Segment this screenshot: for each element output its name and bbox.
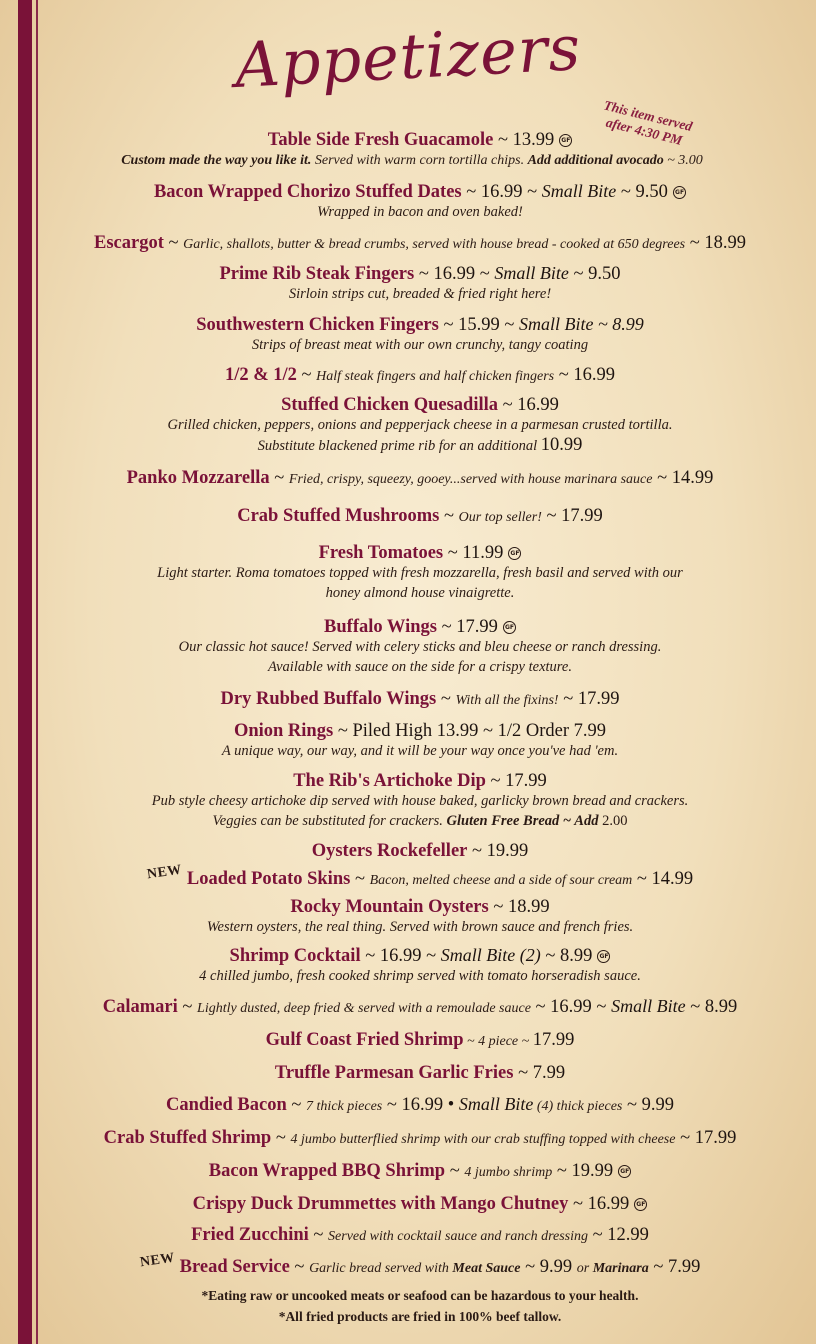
item-price: ~ 14.99	[652, 468, 714, 488]
item-name: Prime Rib Steak Fingers	[219, 264, 415, 284]
item-description: Our top seller!	[458, 510, 542, 525]
item-name: Bacon Wrapped BBQ Shrimp	[208, 1161, 446, 1181]
item-name: Bacon Wrapped Chorizo Stuffed Dates	[153, 182, 462, 202]
menu-item-escargot: Escargot ~ Garlic, shallots, butter & bread crumbs, served with house bread - cooked at 650 degrees ~ 18.99	[93, 233, 746, 253]
item-description: Western oysters, the real thing. Served with brown sauce and french fries.	[206, 919, 634, 935]
item-name: Crab Stuffed Shrimp	[103, 1128, 272, 1148]
menu-item-oysters-rockefeller	[40, 841, 800, 861]
left-border-stripe	[18, 0, 32, 1344]
item-price: ~ 16.99 ~	[461, 182, 542, 202]
menu-item-calamari: Calamari ~ Lightly dusted, deep fried & served with a remoulade sauce ~ 16.99 ~ Small Bite ~ 8.99	[102, 996, 738, 1017]
menu-item-bread-service: NEW Bread Service ~ Garlic bread served with Meat Sauce ~ 9.99 or Marinara ~ 7.99	[138, 1250, 701, 1277]
footer-note-tallow: *All fried products are fried in 100% beef tallow.	[278, 1309, 562, 1324]
item-name: Onion Rings	[233, 721, 334, 741]
item-price: ~ 16.99 ~	[360, 946, 441, 966]
footer-warning-raw: *Eating raw or uncooked meats or seafood can be hazardous to your health.	[201, 1288, 639, 1303]
item-price: ~ 18.99	[488, 897, 550, 917]
menu-item-quesadilla	[40, 395, 800, 415]
item-name: Crispy Duck Drummettes with Mango Chutney	[192, 1194, 569, 1214]
item-price: ~ 12.99	[588, 1225, 649, 1245]
item-name: Oysters Rockefeller	[311, 841, 468, 861]
item-description: Our classic hot sauce! Served with celery sticks and bleu cheese or ranch dressing.	[178, 639, 662, 655]
item-description: Lightly dusted, deep fried & served with a remoulade sauce	[197, 1001, 531, 1016]
item-description: Half steak fingers and half chicken fingers	[316, 369, 555, 384]
item-description: Garlic, shallots, butter & bread crumbs, served with house bread - cooked at 650 degrees	[183, 237, 686, 252]
item-name: Rocky Mountain Oysters	[290, 897, 489, 917]
item-price: ~ 9.99	[520, 1257, 577, 1277]
item-name: Calamari	[102, 997, 178, 1017]
item-name: Dry Rubbed Buffalo Wings	[220, 689, 437, 709]
menu-item-truffle-fries	[40, 1063, 800, 1083]
item-price: ~ 16.99	[554, 365, 616, 385]
serve-time-note: This item served after 4:30 PM	[602, 97, 694, 148]
item-price: ~ 16.99	[498, 395, 559, 415]
item-description-extra: Available with sauce on the side for a crispy texture.	[268, 659, 572, 675]
item-description: Strips of breast meat with our own crunchy, tangy coating	[251, 337, 589, 353]
item-name: Truffle Parmesan Garlic Fries	[274, 1063, 514, 1083]
menu-item-half-and-half: 1/2 & 1/2 ~ Half steak fingers and half chicken fingers ~ 16.99	[224, 365, 616, 385]
gluten-free-icon: GF	[618, 1165, 631, 1178]
item-description: With all the fixins!	[455, 693, 559, 708]
item-name: The Rib's Artichoke Dip	[293, 771, 486, 791]
gluten-free-icon: GF	[673, 186, 686, 199]
item-description-extra: Veggies can be substituted for crackers. Gluten Free Bread ~ Add 2.00	[212, 813, 628, 829]
menu-item-buffalo-wings	[40, 617, 800, 637]
item-description: ~ 4 piece ~	[463, 1034, 533, 1049]
item-description-extra: Substitute blackened prime rib for an additional 10.99	[257, 435, 583, 455]
item-name: Table Side Fresh Guacamole	[267, 130, 494, 150]
item-price: ~ 14.99	[632, 869, 694, 889]
menu-item-bbq-shrimp: Bacon Wrapped BBQ Shrimp ~ 4 jumbo shrimp ~ 19.99 GF	[208, 1161, 630, 1181]
item-name: Fried Zucchini	[191, 1225, 309, 1245]
item-description: Garlic bread served with	[309, 1261, 453, 1276]
item-price: ~ 7.99	[513, 1063, 566, 1083]
item-name: 1/2 & 1/2	[224, 365, 297, 385]
item-price: ~ Piled High 13.99 ~ 1/2 Order 7.99	[333, 721, 607, 741]
item-name: Escargot	[93, 233, 164, 253]
item-description: Bacon, melted cheese and a side of sour cream	[369, 873, 633, 888]
menu-item-crab-mushrooms: Crab Stuffed Mushrooms ~ Our top seller! ~ 17.99	[237, 506, 603, 526]
item-price: ~ 16.99 ~	[530, 997, 612, 1017]
menu-item-potato-skins: NEW Loaded Potato Skins ~ Bacon, melted cheese and a side of sour cream ~ 14.99	[145, 862, 694, 889]
item-price: ~ 19.99	[552, 1161, 614, 1181]
item-price: ~ 17.99	[558, 689, 620, 709]
item-price: ~ 17.99	[485, 771, 547, 791]
menu-item-crab-stuffed-shrimp: Crab Stuffed Shrimp ~ 4 jumbo butterflied shrimp with our crab stuffing topped with cheese ~ 17.99	[103, 1128, 737, 1148]
left-border-line	[36, 0, 38, 1344]
item-description: Fried, crispy, squeezy, gooey...served with house marinara sauce	[288, 472, 653, 487]
item-description: 4 chilled jumbo, fresh cooked shrimp served with tomato horseradish sauce.	[199, 968, 641, 984]
item-description: Pub style cheesy artichoke dip served with house baked, garlicky brown bread and crackers.	[151, 793, 689, 809]
item-name: Stuffed Chicken Quesadilla	[281, 395, 498, 415]
item-name: Gulf Coast Fried Shrimp	[265, 1030, 464, 1050]
menu-item-shrimp-cocktail: Shrimp Cocktail ~ 16.99 ~ Small Bite (2) ~ 8.99 GF	[229, 945, 609, 966]
item-description: 4 jumbo shrimp	[464, 1165, 553, 1180]
new-badge: NEW	[138, 1250, 176, 1271]
menu-item-southwestern-chicken: Southwestern Chicken Fingers ~ 15.99 ~ Small Bite ~ 8.99	[196, 314, 644, 335]
menu-item-rocky-mountain-oysters	[40, 897, 800, 917]
item-price: ~ 18.99	[685, 233, 746, 253]
gluten-free-icon: GF	[597, 950, 610, 963]
item-price: ~ 17.99	[436, 617, 498, 637]
item-price: ~ 19.99	[467, 841, 529, 861]
item-description: 4 jumbo butterflied shrimp with our crab stuffing topped with cheese	[290, 1132, 676, 1147]
item-price: ~ 11.99	[443, 543, 504, 563]
gluten-free-icon: GF	[503, 621, 516, 634]
menu-item-onion-rings	[40, 721, 800, 741]
menu-item-dates: Bacon Wrapped Chorizo Stuffed Dates ~ 16.99 ~ Small Bite ~ 9.50 GF	[153, 181, 685, 202]
item-description: Light starter. Roma tomatoes topped with fresh mozzarella, fresh basil and served with our	[157, 565, 683, 581]
item-price: ~ 13.99	[493, 130, 555, 150]
gluten-free-icon: GF	[559, 134, 572, 147]
item-description: Custom made the way you like it. Served with warm corn tortilla chips. Add additional avocado ~ 3.00	[121, 153, 703, 168]
menu-item-guacamole	[40, 130, 800, 150]
item-price: ~ 16.99 ~	[414, 264, 495, 284]
item-description: 7 thick pieces	[306, 1099, 383, 1114]
page-title: Appetizers	[233, 10, 583, 103]
menu-item-fresh-tomatoes	[40, 543, 800, 563]
item-description: Wrapped in bacon and oven baked!	[317, 204, 523, 220]
item-price: ~ 16.99 •	[382, 1095, 459, 1115]
item-description: Sirloin strips cut, breaded & fried right here!	[288, 286, 552, 302]
item-name: Loaded Potato Skins	[186, 869, 351, 889]
item-name: Buffalo Wings	[324, 617, 437, 637]
appetizer-menu	[40, 128, 800, 1327]
item-name: Panko Mozzarella	[126, 468, 270, 488]
menu-item-prime-rib-fingers: Prime Rib Steak Fingers ~ 16.99 ~ Small Bite ~ 9.50	[219, 263, 621, 284]
menu-item-artichoke-dip	[40, 771, 800, 791]
item-price: ~ 16.99	[568, 1194, 630, 1214]
menu-item-duck-drummettes	[40, 1194, 800, 1214]
item-description: Grilled chicken, peppers, onions and pepperjack cheese in a parmesan crusted tortilla.	[167, 417, 673, 433]
menu-item-dry-rubbed-wings: Dry Rubbed Buffalo Wings ~ With all the fixins! ~ 17.99	[220, 689, 620, 709]
menu-item-candied-bacon: Candied Bacon ~ 7 thick pieces ~ 16.99 • Small Bite (4) thick pieces ~ 9.99	[165, 1094, 675, 1115]
item-description: A unique way, our way, and it will be your way once you've had 'em.	[221, 743, 619, 759]
item-name: Fresh Tomatoes	[318, 543, 444, 563]
item-price: ~ 15.99 ~	[438, 315, 519, 335]
menu-item-panko-mozzarella: Panko Mozzarella ~ Fried, crispy, squeezy, gooey...served with house marinara sauce ~ 14.99	[126, 468, 714, 488]
menu-item-fried-zucchini: Fried Zucchini ~ Served with cocktail sauce and ranch dressing ~ 12.99	[191, 1225, 649, 1245]
gluten-free-icon: GF	[634, 1198, 647, 1211]
item-description: Served with cocktail sauce and ranch dressing	[328, 1229, 589, 1244]
item-name: Candied Bacon	[165, 1095, 287, 1115]
item-description-extra: honey almond house vinaigrette.	[325, 585, 515, 601]
item-price: ~ 17.99	[541, 506, 603, 526]
item-price: ~ 17.99	[675, 1128, 737, 1148]
item-name: Bread Service	[179, 1257, 290, 1277]
menu-item-gulf-shrimp	[40, 1030, 800, 1052]
new-badge: NEW	[145, 862, 183, 883]
item-name: Crab Stuffed Mushrooms	[237, 506, 440, 526]
item-name: Southwestern Chicken Fingers	[196, 315, 439, 335]
gluten-free-icon: GF	[508, 547, 521, 560]
item-price: 17.99	[532, 1030, 575, 1050]
item-name: Shrimp Cocktail	[229, 946, 361, 966]
